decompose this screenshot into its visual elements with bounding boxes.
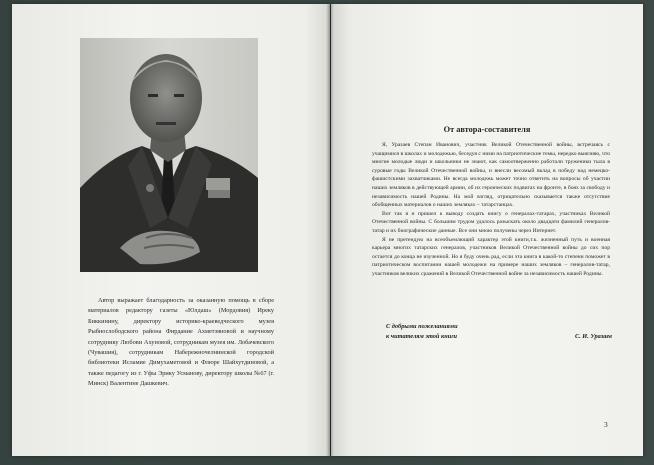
sign-author: С. И. Уразаев bbox=[574, 332, 612, 340]
foreword-paragraph: Я не претендую на всеобъемлющий характер этой книги,т.к. жизненный путь и военная карьера многих татарских генералов, участников Великой Отечественной войны до сих пор остается до конца не изученной. Но я буду очень рад, если эта книга в какой-то степени поможет в патриотическом воспитании нашей молодежи на примере наших земляков – генералов-татар, участников великих сражений в Великой Отечественной войне за независимость нашей Родины. bbox=[372, 236, 610, 277]
foreword-body bbox=[372, 141, 610, 279]
acknowledgement-text: Автор выражает благодарность за оказанную помощь в сборе материалов редактору газеты «Юлдаш» (Мордовия) Иреку Биккинину, директору историко-краеведческого музея Рыбнослободского района Фирдание Ахметзяновой и научному сотруднику Любови Ахуновой, сотрудникам музея им. Лобачевского (Чувашия), сотрудникам Набережночелнинской городской библиотеки Исламие Димухаметовой и Флюре Шайхутдиновой, а также педагогу из г. Уфы Эрику Усманову, директору школы №67 (г. Минск) Валентине Дашкевич. bbox=[88, 297, 274, 388]
sign-row bbox=[386, 332, 612, 342]
page-number: 3 bbox=[604, 420, 608, 429]
sign-line-2: к читателям этой книги bbox=[386, 332, 458, 340]
signature-block bbox=[386, 322, 612, 341]
book-spine bbox=[326, 4, 334, 456]
foreword-paragraph: Я, Уразаев Степан Иванович, участник Великой Отечественной войны, встречаясь с учащимися в школах и молодежью, беседуя с ними на патриотические темы, нередко выясняю, что многие молодые люди и школьники не знают, как самоотверженно работали труженики тыла в суровые годы Великой Отечественной войны, и внесли весомый вклад в победу над немецко-фашистскими захватчиками. Не всегда молодежь может точно ответить на вопросы об участии наших земляков в действующей армии, об их героических подвигах на фронте, в боях за свободу и независимость нашей Родины. На мой взгляд, отрицательно сказывается также отсутствие обобщенных материалов о наших земляках – татарстанцах. bbox=[372, 142, 610, 209]
author-portrait-photo bbox=[80, 38, 258, 272]
sign-line-1: С добрыми пожеланиями bbox=[386, 323, 458, 330]
section-title: От автора-составителя bbox=[443, 125, 531, 134]
foreword-paragraph: Вот так я и пришел к выводу создать книгу о генералах-татарах, участниках Великой Отечественной войны. С большим трудом удалось разыскать около двадцати фамилий генералов-татар и их биографические данные. Все они мною получены через Интернет. bbox=[372, 210, 610, 234]
